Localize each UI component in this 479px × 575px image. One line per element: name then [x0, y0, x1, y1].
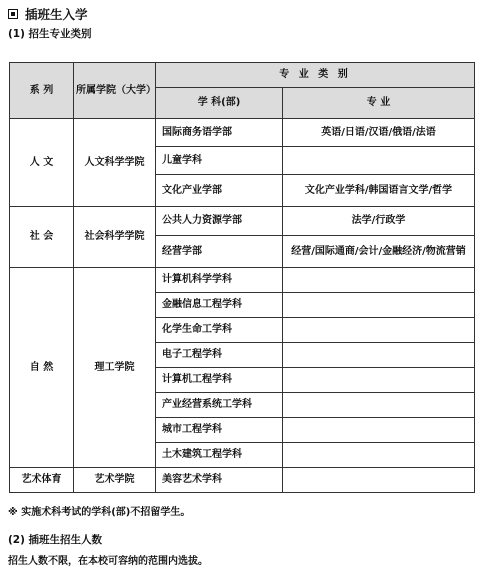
dept-cell: 文化产业学部 [156, 175, 283, 207]
college-arts: 艺术学院 [74, 468, 156, 493]
page-title [8, 5, 88, 23]
dept-cell: 金融信息工程学科 [156, 293, 283, 318]
major-cell: 法学/行政学 [283, 207, 475, 236]
group-humanities: 人 文 [10, 119, 74, 207]
major-cell [283, 443, 475, 468]
college-science: 理工学院 [74, 268, 156, 468]
major-cell [283, 147, 475, 175]
dept-cell: 儿童学科 [156, 147, 283, 175]
group-arts: 艺术体育 [10, 468, 74, 493]
dept-cell: 土木建筑工程学科 [156, 443, 283, 468]
dept-cell: 美容艺术学科 [156, 468, 283, 493]
dept-cell: 城市工程学科 [156, 418, 283, 443]
major-cell [283, 268, 475, 293]
section-2-text: 招生人数不限，在本校可容纳的范围内选拔。 [8, 556, 208, 567]
section-2-title: (2) 插班生招生人数 [8, 534, 103, 546]
major-cell [283, 318, 475, 343]
major-cell [283, 368, 475, 393]
major-cell [283, 418, 475, 443]
dept-cell: 计算机科学学科 [156, 268, 283, 293]
square-bullet-icon [8, 9, 18, 19]
dept-cell: 公共人力资源学部 [156, 207, 283, 236]
dept-cell: 计算机工程学科 [156, 368, 283, 393]
header-college: 所属学院（大学） [74, 63, 156, 119]
header-dept: 学 科(部) [156, 88, 283, 119]
dept-cell: 经营学部 [156, 236, 283, 268]
college-social: 社会科学学院 [74, 207, 156, 268]
header-category: 专 业 类 别 [156, 63, 475, 88]
major-cell: 经营/国际通商/会计/金融经济/物流营销 [283, 236, 475, 268]
group-science: 自 然 [10, 268, 74, 468]
dept-cell: 国际商务语学部 [156, 119, 283, 147]
major-category-table [9, 62, 475, 493]
major-cell [283, 343, 475, 368]
major-cell: 文化产业学科/韩国语言文学/哲学 [283, 175, 475, 207]
group-social: 社 会 [10, 207, 74, 268]
major-cell [283, 468, 475, 493]
page-title-text: 插班生入学 [25, 7, 88, 22]
section-1-title: (1) 招生专业类别 [8, 28, 92, 40]
major-cell: 英语/日语/汉语/俄语/法语 [283, 119, 475, 147]
dept-cell: 电子工程学科 [156, 343, 283, 368]
table-footnote: ※ 实施术科考试的学科(部)不招留学生。 [8, 507, 191, 518]
header-xi: 系 列 [10, 63, 74, 119]
dept-cell: 化学生命工学科 [156, 318, 283, 343]
dept-cell: 产业经营系统工学科 [156, 393, 283, 418]
header-major: 专 业 [283, 88, 475, 119]
major-cell [283, 293, 475, 318]
college-humanities: 人文科学学院 [74, 119, 156, 207]
major-cell [283, 393, 475, 418]
